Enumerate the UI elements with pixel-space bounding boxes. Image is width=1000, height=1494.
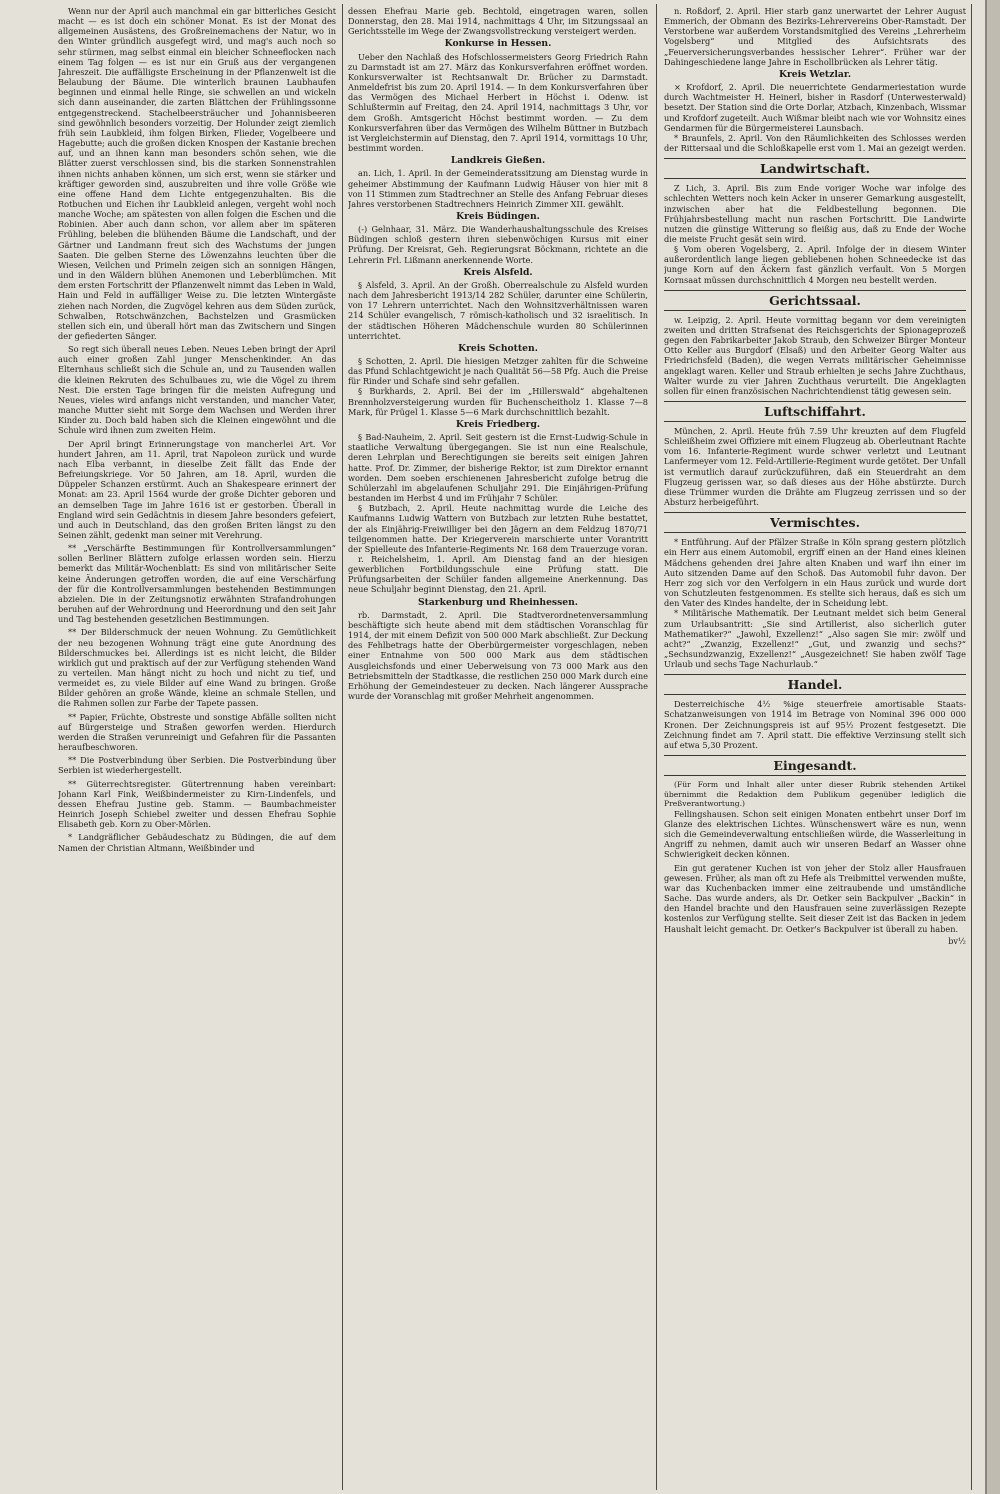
article-auction-start: * Landgräflicher Gebäudeschatz zu Büdingen, die auf dem Namen der Christian Altmann, Weißbinder und <box>58 832 336 853</box>
article-reichelsheim: r. Reichelsheim, 1. April. Am Dienstag fand an der hiesigen gewerblichen Fortbildungsschule eine Prüfung statt. Die Prüfungsarbeiten der Schüler fanden allgemeine Anerkennung. Das neue Schuljahr beginnt Dienstag, den 21. April. <box>348 553 648 595</box>
column-3 <box>664 6 966 1488</box>
signature-mark: bv½ <box>948 935 966 946</box>
column-1 <box>58 6 336 1488</box>
article-bonds: Desterreichische 4½ %ige steuerfreie amortisable Staats-Schatzanweisungen von 1914 im Betrage von Nominal 396 000 000 Kronen. Der Zeichnungspreis ist auf 95½ Prozent festgesetzt. Die Zeichnung findet am 7. April statt. Die effektive Verzinsung stellt sich auf etwa 5,30 Prozent. <box>664 699 966 750</box>
article-post-serbia: ** Die Postverbindung über Serbien. Die Postverbindung über Serbien ist wiederhergestellt. <box>58 755 336 776</box>
article-property-register: ** Güterrechtsregister. Gütertrennung haben vereinbart: Johann Karl Fink, Weißbindermeister zu Kirn-Lindenfels, und dessen Ehefrau Justine geb. Stamm. — Baumbachmeister Heinrich Joseph Schiebel zweiter und dessen Ehefrau Sophie Elisabeth geb. Korn zu Ober-Mörlen. <box>58 778 336 830</box>
article-memorial-days: Der April bringt Erinnerungstage von mancherlei Art. Vor hundert Jahren, am 11. April, trat Napoleon zurück und wurde nach Elba verbannt, in dieselbe Zeit fällt das Ende der Befreiungskriege. Vor 50 Jahren, am 18. April, wurden die Düppeler Schanzen erstürmt. Auch an Shakespeare erinnert der Monat: am 23. April 1564 wurde der große Dichter geboren und an demselben Tage im Jahre 1616 ist er gestorben. Überall in England wird sein Gedächtnis in diesem Jahre besonders gefeiert, und auch in Deutschland, das den großen Briten längst zu den Seinen zählt, gedenkt man seiner mit Verehrung. <box>58 438 336 540</box>
heading-friedberg: Kreis Friedberg. <box>455 418 541 430</box>
article-military-math: * Militärische Mathematik. Der Leutnant meldet sich beim General zum Urlaubsantritt: „Sie sind Artillerist, also sicherlich guter Mathematiker?“ „Jawohl, Exzellenz!“ „Also sagen Sie mir: zwölf und acht?“ „Zwanzig, Exzellenz!“ „Gut, und zwanzig und sechs?“ „Sechsundzwanzig, Exzellenz!“ „Ausgezeichnet! Sie haben zwölf Tage Urlaub und sechs Tage Nachurlaub.“ <box>664 608 966 670</box>
article-butzbach: § Butzbach, 2. April. Heute nachmittag wurde die Leiche des Kaufmanns Ludwig Wattern von Butzbach zur letzten Ruhe bestattet, der als Einjährig-Freiwilliger bei den Jägern an dem Feldzug 1870/71 teilgenommen hatte. Der Kriegerverein marschierte unter Vorantritt der Spielleute des Infanterie-Regiments Nr. 168 dem Trauerzuge voran. <box>348 503 648 554</box>
article-vogelsberg: § Vom oberen Vogelsberg, 2. April. Infolge der in diesem Winter außerordentlich lange liegen gebliebenen hohen Schneedecke ist das junge Korn auf den Äckern fast gänzlich verfault. Von 5 Morgen Kornsaat müssen durchschnittlich 4 Morgen neu bestellt werden. <box>664 244 966 285</box>
heading-wetzlar: Kreis Wetzlar. <box>778 68 852 80</box>
article-krofdorf: × Krofdorf, 2. April. Die neuerrichtete Gendarmeriestation wurde durch Wachtmeister H. Heinerl, bisher in Rasdorf (Unterwesterwald) besetzt. Der Station sind die Orte Dorlar, Atzbach, Kinzenbach, Wissmar und Krofdorf zugeteilt. Auch Wißmar bleibt nach wie vor Wohnsitz eines Gendarmen für die Bürgermeisterei Launsbach. <box>664 82 966 133</box>
article-waste: ** Papier, Früchte, Obstreste und sonstige Abfälle sollten nicht auf Bürgersteige und Straßen geworfen werden. Hierdurch werden die Straßen verunreinigt und Gefahren für die Passanten heraufbeschworen. <box>58 711 336 753</box>
heading-giessen: Landkreis Gießen. <box>450 155 546 167</box>
article-darmstadt: rb. Darmstadt, 2. April. Die Stadtverordnetenversammlung beschäftigte sich heute abend mit dem städtischen Voranschlag für 1914, der mit einem Defizit von 500 000 Mark abschließt. Zur Deckung des Fehlbetrags hatte der Oberbürgermeister vorgeschlagen, neben einer Entnahme von 500 000 Mark aus dem städtischen Ausgleichsfonds und einer Ueberweisung von 73 000 Mark aus den Betriebsmitteln der Stadtkasse, die restlichen 250 000 Mark durch eine Erhöhung der Gemeindesteuer zu decken. Nach längerer Aussprache wurde der Voranschlag mit großer Mehrheit angenommen. <box>348 609 648 701</box>
article-fellingshausen: Fellingshausen. Schon seit einigen Monaten entbehrt unser Dorf im Glanze des elektrischen Lichtes. Wünschenswert wäre es nun, wenn sich die Gemeindeverwaltung entschließen würde, die Wasserleitung in Angriff zu nehmen, damit auch wir unseren Bedarf an Wasser ohne Schwierigkeit decken können. <box>664 808 966 860</box>
article-leipzig: w. Leipzig, 2. April. Heute vormittag begann vor dem vereinigten zweiten und dritten Strafsenat des Reichsgerichts der Spionageprozeß gegen den Fabrikarbeiter Jakob Straub, den Schweizer Bürger Monteur Otto Keller aus Burgdorf (Elsaß) und den Arbeiter Georg Walter aus Friedrichsfeld (Baden), die wegen Verrats militärischer Geheimnisse angeklagt waren. Keller und Straub erhielten je sechs Jahre Zuchthaus, Walter wurde zu vier Jahren Zuchthaus verurteilt. Die Angeklagten sollen für einen französischen Nachrichtendienst tätig gewesen sein. <box>664 314 966 396</box>
column-rule <box>971 4 972 1490</box>
column-2 <box>348 6 648 1488</box>
heading-schotten: Kreis Schotten. <box>458 342 538 354</box>
article-control-meetings: ** „Verschärfte Bestimmungen für Kontrollversammlungen“ sollen Berliner Blättern zufolge erlassen worden sein. Hierzu bemerkt das Militär-Wochenblatt: Es sind von militärischer Seite keine Änderungen getroffen worden, die auf eine Verschärfung der für die Kontrollversammlungen bestehenden Bestimmungen abzielen. Die in der Zeitungsnotiz erwähnten Strafandrohungen beruhen auf der Wehrordnung und Heerordnung und den seit Jahr und Tag bestehenden gesetzlichen Bestimmungen. <box>58 543 336 625</box>
article-pictures: ** Der Bilderschmuck der neuen Wohnung. Zu Gemütlichkeit der neu bezogenen Wohnung trägt eine gute Anordnung des Bilderschmuckes bei. Allerdings ist es nicht leicht, die Bilder wirklich gut und praktisch auf der zur Verfügung stehenden Wand zu verteilen. Man hängt nicht zu hoch und nicht zu tief, und vermeidet es, zu viele Bilder auf eine Wand zu bringen. Große Bilder gehören an große Wände, kleine an schmale Stellen, und die Rahmen sollen zur Farbe der Tapete passen. <box>58 627 336 709</box>
article-abduction: * Entführung. Auf der Pfälzer Straße in Köln sprang gestern plötzlich ein Herr aus einem Automobil, ergriff einen an der Hand eines kleinen Mädchens gehenden drei Jahre alten Knaben und warf ihn einer im Auto sitzenden Dame auf den Schoß. Das Automobil fuhr davon. Der Herr zog sich vor den Verfolgern in ein Haus zurück und wurde dort von Schutzleuten festgenommen. Es stellte sich heraus, daß es sich um den Vater des Kindes handelte, der in Scheidung lebt. <box>664 537 966 609</box>
article-school: So regt sich überall neues Leben. Neues Leben bringt der April auch einer großen Zahl junger Menschenkinder. An das Elternhaus schließt sich die Schule an, und zu Tausenden wallen die kleinen Rekruten des Schulbaues zu, wie die Vögel zu ihrem Nest. Die ersten Tage bringen für die meisten Aufregung und Neues, vieles wird anfangs nicht verstanden, und mancher Vater, manche Mutter sieht mit Sorge dem Wachsen und Werden ihrer Kinder zu. Doch bald haben sich die Kleinen eingewöhnt und die Schule wird ihnen zum zweiten Heim. <box>58 344 336 436</box>
article-april: Wenn nur der April auch manchmal ein gar bitterliches Gesicht macht — es ist doch ein schöner Monat. Es ist der Monat des allgemeinen Ausästens, des Großreinemachens der Natur, wo in den Winter gründlich ausgefegt wird, und mag's auch noch so sehr stürmen, mag selbst einmal ein bleicher Schneeflocken nach einem Tag folgen — es ist nur ein Gruß aus der vergangenen Jahreszeit. Die auffälligste Erscheinung in der Pflanzenwelt ist die Belaubung der Bäume. Die winterlich braunen Laubhaufen beginnen und einmal helle Ringe, sie schwellen an und wickeln sich dann auseinander, die zarten Blättchen der Frühlingssonne entgegenstreckend. Stachelbeersträucher und Johannisbeeren sind gewöhnlich besonders vorzeitig. Der Holunder zeigt ziemlich früh sein Laubkleid, ihm folgen Birken, Flieder, Vogelbeere und Hagebutte; auch die großen dicken Knospen der Kastanie brechen auf, und an ihnen kann man besonders schön sehen, wie die Blätter zuerst verschlossen sind, bis die starken Sonnenstrahlen ihnen nichts anhaben können, um sich erst, wenn sie stärker und kräftiger geworden sind, auszubreiten und ihre volle Größe wie eine offene Hand dem Lichte entgegenzuhalten. Bis die Rotbuchen und Eichen ihr Laubkleid anlegen, vergeht wohl noch manche Woche; am spätesten von allen folgen die Eschen und die Robinien. Aber auch dann schon, vor allem aber im späteren Frühling, beleben die blühenden Bäume die Landschaft, und der Gärtner und Landmann freut sich des Wachstums der jungen Saaten. Die gelben Sterne des Löwenzahns leuchten über die Wiesen, Veilchen und Primeln zeigen sich an sonnigen Hängen, und in den Wäldern blühen Anemonen und Leberblümchen. Mit dem ersten Fortschritt der Pflanzenwelt nimmt das Leben in Wald, Hain und Feld in auffälliger Weise zu. Die letzten Wintergäste ziehen nach Norden, die Zugvögel kehren aus dem Süden zurück, Schwalben, Rotschwänzchen, Bachstelzen und Grasmücken stellen sich ein, und überall hört man das Zwitschern und Singen der gefiederten Sänger. <box>58 6 336 341</box>
heading-bankruptcies: Konkurse in Hessen. <box>444 38 552 50</box>
article-rossdorf: n. Roßdorf, 2. April. Hier starb ganz unerwartet der Lehrer August Emmerich, der Obmann des Bezirks-Lehrervereins Ober-Ramstadt. Der Verstorbene war außerdem Vorstandsmitglied des Vereins „Lehrerheim Vogelsberg“ und Mitglied des Aufsichtsrats des „Feuerversicherungsverbandes hessischer Lehrer“. Früher war der Dahingeschiedene lange Jahre in Eschollbrücken als Lehrer tätig. <box>664 6 966 67</box>
article-burkhards: § Burkhards, 2. April. Bei der im „Hillerswald“ abgehaltenen Brennholzversteigerung wurden für Buchenscheitholz 1. Klasse 7—8 Mark, für Prügel 1. Klasse 5—6 Mark durchschnittlich bezahlt. <box>348 386 648 417</box>
column-rule <box>342 4 343 1490</box>
article-lich-fields: Z Lich, 3. April. Bis zum Ende voriger Woche war infolge des schlechten Wetters noch kein Acker in unserer Gemarkung ausgestellt, inzwischen aber hat die Feldbestellung begonnen. Die Frühjahrsbestellung macht nun raschen Fortschritt. Die Landwirte nutzen die günstige Witterung so fleißig aus, daß zu Ende der Woche die meiste Frucht gesät sein wird. <box>664 183 966 244</box>
heading-alsfeld: Kreis Alsfeld. <box>463 266 533 278</box>
section-letters: Eingesandt. <box>664 755 966 776</box>
page-edge <box>985 0 1000 1494</box>
article-lich: an. Lich, 1. April. In der Gemeinderatssitzung am Dienstag wurde in geheimer Abstimmung der Kaufmann Ludwig Häuser von hier mit 8 von 11 Stimmen zum Stadtrechner an Stelle des Anfang Februar dieses Jahres verstorbenen Stadtrechners Heinrich Zimmer XII. gewählt. <box>348 168 648 209</box>
section-trade: Handel. <box>664 674 966 695</box>
article-braunfels: * Braunfels, 2. April. Von den Räumlichkeiten des Schlosses werden der Rittersaal und die Schloßkapelle erst vom 1. Mai an gezeigt werden. <box>664 132 966 154</box>
column-rule <box>656 4 657 1490</box>
article-alsfeld: § Alsfeld, 3. April. An der Großh. Oberrealschule zu Alsfeld wurden nach dem Jahresbericht 1913/14 282 Schüler, darunter eine Schülerin, von 17 Lehrern unterrichtet. Nach den Wohnsitzverhältnissen waren 214 Schüler evangelisch, 7 römisch-katholisch und 32 israelitisch. In der städtischen Höheren Mädchenschule wurden 80 Schülerinnen unterrichtet. <box>348 279 648 341</box>
article-schotten: § Schotten, 2. April. Die hiesigen Metzger zahlten für die Schweine das Pfund Schlachtgewicht je nach Qualität 56—58 Pfg. Auch die Preise für Rinder und Schafe sind sehr gefallen. <box>348 356 648 387</box>
article-bad-nauheim: § Bad-Nauheim, 2. April. Seit gestern ist die Ernst-Ludwig-Schule in staatliche Verwaltung übergegangen. Sie ist nun eine Realschule, deren Lehrplan und Berechtigungen sie bereits seit einigen Jahren hatte. Prof. Dr. Zimmer, der bisherige Rektor, ist zum Direktor ernannt worden. Dem soeben erschienenen Jahresbericht zufolge betrug die Schülerzahl im abgelaufenen Schuljahr 291. Die Einjährigen-Prüfung bestanden im Herbst 4 und im Frühjahr 7 Schüler. <box>348 432 648 504</box>
section-agriculture: Landwirtschaft. <box>664 158 966 179</box>
article-gelnhaar: (-) Gelnhaar, 31. März. Die Wanderhaushaltungsschule des Kreises Büdingen schloß gestern ihren siebenwöchigen Kursus mit einer Prüfung. Der Kreisrat, Geh. Regierungsrat Böckmann, richtete an die Lehrerin Frl. Lißmann anerkennende Worte. <box>348 224 648 265</box>
letters-disclaimer: (Für Form und Inhalt aller unter dieser Rubrik stehenden Artikel übernimmt die Redaktion dem Publikum gegenüber lediglich die Preßverantwortung.) <box>664 780 966 809</box>
heading-buedingen: Kreis Büdingen. <box>456 210 540 222</box>
article-bankruptcies: Ueber den Nachlaß des Hofschlossermeisters Georg Friedrich Rahn zu Darmstadt ist am 27. März das Konkursverfahren eröffnet worden. Konkursverwalter ist Rechtsanwalt Dr. Brücher zu Darmstadt. Anmeldefrist bis zum 20. April 1914. — In dem Konkursverfahren über das Vermögen des Michael Herbert in Höchst i. Odenw. ist Schlußtermin auf Freitag, den 24. April 1914, nachmittags 3 Uhr, vor dem Großh. Amtsgericht Höchst bestimmt worden. — Zu dem Konkursverfahren über das Vermögen des Wilhelm Büttner in Butzbach ist Vergleichstermin auf Dienstag, den 7. April 1914, vormittags 10 Uhr, bestimmt worden. <box>348 51 648 154</box>
section-miscellaneous: Vermischtes. <box>664 512 966 533</box>
article-auction-end: dessen Ehefrau Marie geb. Bechtold, eingetragen waren, sollen Donnerstag, den 28. Mai 1914, nachmittags 4 Uhr, im Sitzungssaal an Gerichtsstelle im Wege der Zwangsvollstreckung versteigert werden. <box>348 6 648 37</box>
article-baking: Ein gut geratener Kuchen ist von jeher der Stolz aller Hausfrauen gewesen. Früher, als man oft zu Hefe als Treibmittel verwenden mußte, war das Kuchenbacken immer eine zeitraubende und umständliche Sache. Das wurde anders, als Dr. Oetker sein Backpulver „Backin“ in den Handel brachte und den Hausfrauen seine zuverlässigen Rezepte kostenlos zur Verfügung stellte. Seit dieser Zeit ist das Backen in jedem Haushalt leicht gemacht. Dr. Oetker's Backpulver ist überall zu haben. <box>664 862 966 934</box>
article-munich: München, 2. April. Heute früh 7.59 Uhr kreuzten auf dem Flugfeld Schleißheim zwei Offiziere mit einem Flugzeug ab. Oberleutnant Rachte vom 16. Infanterie-Regiment wurde schwer verletzt und Leutnant Lanfermeyer vom 12. Feld-Artillerie-Regiment wurde getötet. Der Unfall ist vermutlich darauf zurückzuführen, daß ein Steuerdraht an dem Flugzeug gerissen war, so daß dieses aus der Höhe abstürzte. Durch diese Trümmer wurden die Drähte am Flugzeug zerrissen und so der Absturz herbeigeführt. <box>664 426 966 508</box>
heading-starkenburg: Starkenburg und Rheinhessen. <box>417 596 579 608</box>
section-aviation: Luftschiffahrt. <box>664 401 966 422</box>
section-court: Gerichtssaal. <box>664 290 966 311</box>
